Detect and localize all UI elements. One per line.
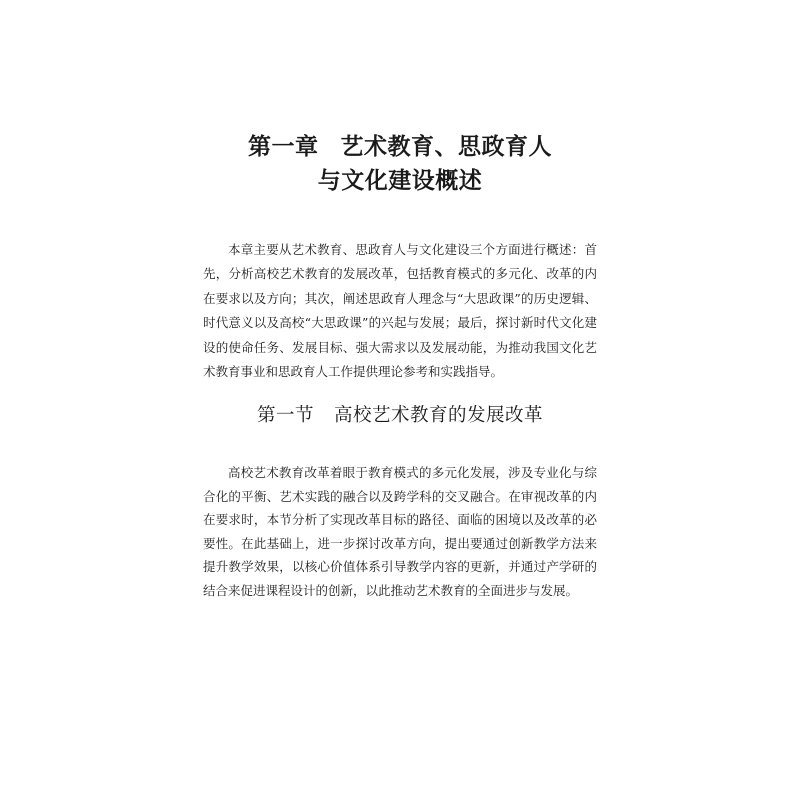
chapter-number: 第一章 <box>248 133 319 160</box>
section-body-paragraph: 高校艺术教育改革着眼于教育模式的多元化发展，涉及专业化与综合化的平衡、艺术实践的融合以及跨学科的交叉融合。在审视改革的内在要求时，本节分析了实现改革目标的路径、面临的困境以及改革的必要性。在此基础上，进一步探讨改革方向，提出要通过创新教学方法来提升教学效果，以核心价值体系引导教学内容的更新，并通过产学研的结合来促进课程设计的创新，以此推动艺术教育的全面进步与发展。 <box>203 465 597 598</box>
chapter-title-line-2: 与文化建设概述 <box>317 167 483 194</box>
section-title <box>0 402 800 430</box>
section-title-text: 高校艺术教育的发展改革 <box>334 405 544 426</box>
section-number: 第一节 <box>256 405 314 426</box>
chapter-title-text-1: 艺术教育、思政育人 <box>340 133 552 160</box>
chapter-title <box>0 130 800 198</box>
chapter-title-line-1 <box>0 130 800 164</box>
chapter-intro-paragraph: 本章主要从艺术教育、思政育人与文化建设三个方面进行概述：首先，分析高校艺术教育的发展改革，包括教育模式的多元化、改革的内在要求以及方向；其次，阐述思政育人理念与“大思政课”的历史逻辑、时代意义以及高校“大思政课”的兴起与发展；最后，探讨新时代文化建设的使命任务、发展目标、强大需求以及发展动能，为推动我国文化艺术教育事业和思政育人工作提供理论参考和实践指导。 <box>203 242 597 380</box>
